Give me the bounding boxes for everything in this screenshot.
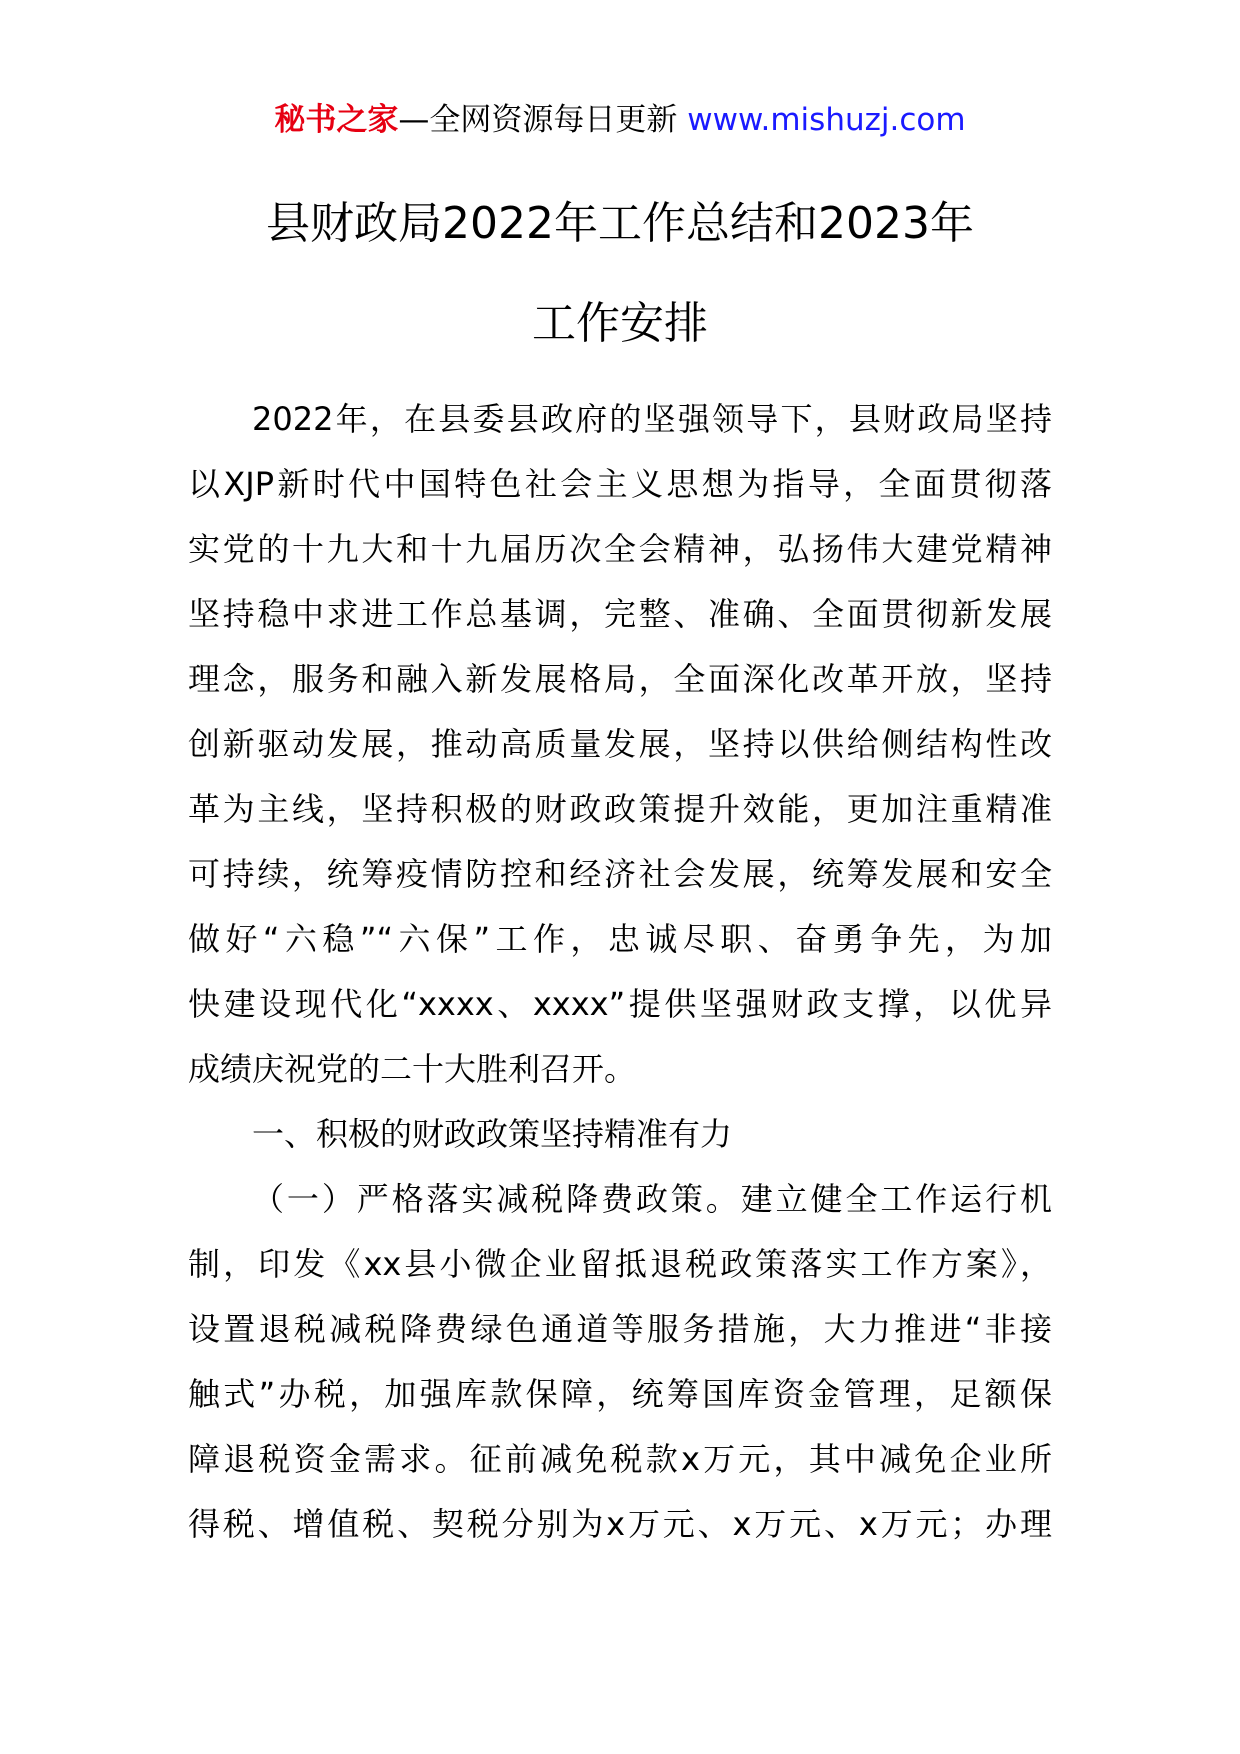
section-heading: 一、积极的财政政策坚持精准有力	[252, 1115, 733, 1153]
body-line: 快建设现代化“xxxx、xxxx”提供坚强财政支撑，以优异	[188, 985, 1052, 1023]
body-line: （一）严格落实减税降费政策。建立健全工作运行机	[252, 1180, 1052, 1218]
site-header	[0, 100, 1240, 140]
document-title-line-2: 工作安排	[532, 298, 708, 349]
body-line: 理念，服务和融入新发展格局，全面深化改革开放，坚持	[188, 660, 1052, 698]
body-line: 可持续，统筹疫情防控和经济社会发展，统筹发展和安全	[188, 855, 1052, 893]
body-line: 以XJP新时代中国特色社会主义思想为指导，全面贯彻落	[188, 465, 1052, 503]
body-line: 触式”办税，加强库款保障，统筹国库资金管理，足额保	[188, 1375, 1052, 1413]
document-body	[188, 387, 1052, 1557]
body-line: 得税、增值税、契税分别为x万元、x万元、x万元；办理	[188, 1505, 1052, 1543]
body-line: 设置退税减税降费绿色通道等服务措施，大力推进“非接	[188, 1310, 1052, 1348]
body-line: 2022年，在县委县政府的坚强领导下，县财政局坚持	[252, 400, 1052, 438]
body-line: 成绩庆祝党的二十大胜利召开。	[188, 1050, 637, 1088]
site-url-link[interactable]: www.mishuzj.com	[687, 102, 966, 138]
body-line: 制，印发《xx县小微企业留抵退税政策落实工作方案》，	[188, 1245, 1052, 1283]
body-line: 创新驱动发展，推动高质量发展，坚持以供给侧结构性改	[188, 725, 1052, 763]
body-line: 实党的十九大和十九届历次全会精神，弘扬伟大建党精神	[188, 530, 1052, 568]
body-line: 坚持稳中求进工作总基调，完整、准确、全面贯彻新发展	[188, 595, 1052, 633]
document-title-line-1: 县财政局2022年工作总结和2023年	[266, 198, 974, 249]
body-line: 做好“六稳”“六保”工作，忠诚尽职、奋勇争先，为加	[188, 920, 1052, 958]
body-line: 革为主线，坚持积极的财政政策提升效能，更加注重精准	[188, 790, 1052, 828]
header-slogan: —全网资源每日更新	[398, 102, 678, 138]
brand-name: 秘书之家	[274, 102, 399, 138]
body-line: 障退税资金需求。征前减免税款x万元，其中减免企业所	[188, 1440, 1052, 1478]
